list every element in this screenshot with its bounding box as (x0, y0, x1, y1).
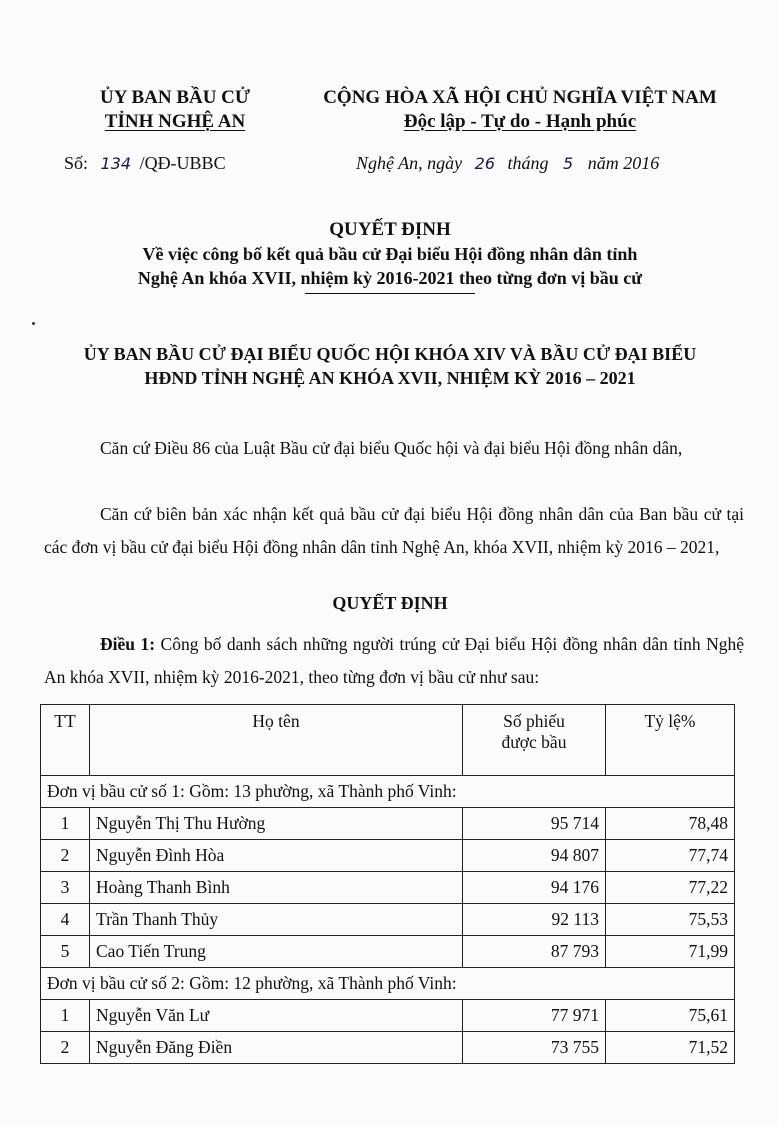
article-1-text: Công bố danh sách những người trúng cử Đại biểu Hội đồng nhân dân tỉnh Nghệ An khóa XVII, nhiệm kỳ 2016-2021, theo từng đơn vị bầu cử như sau: (44, 634, 745, 687)
table-row (41, 904, 735, 936)
group-title: Đơn vị bầu cử số 1: Gồm: 13 phường, xã Thành phố Vinh: (41, 776, 735, 808)
handwritten-number: 134 (100, 154, 132, 173)
cell-votes: 77 971 (463, 1000, 606, 1032)
scan-speck (32, 322, 35, 325)
title-line1: Về việc công bố kết quả bầu cử Đại biểu Hội đồng nhân dân tỉnh (142, 244, 638, 264)
decision-title (40, 218, 740, 294)
committee-line2: HĐND TỈNH NGHỆ AN KHÓA XVII, NHIỆM KỲ 2016 – 2021 (144, 368, 636, 388)
group-title: Đơn vị bầu cử số 2: Gồm: 12 phường, xã Thành phố Vinh: (41, 968, 735, 1000)
cell-name: Nguyễn Đăng Điền (90, 1032, 463, 1064)
table-row (41, 1032, 735, 1064)
committee-line1: ỦY BAN BẦU CỬ ĐẠI BIỂU QUỐC HỘI KHÓA XIV VÀ BẦU CỬ ĐẠI BIỂU (83, 344, 697, 364)
header-votes: Số phiếu được bầu (463, 705, 606, 776)
cell-tt: 1 (41, 1000, 90, 1032)
header-name: Họ tên (90, 705, 463, 776)
cell-tt: 2 (41, 840, 90, 872)
table-row (41, 808, 735, 840)
table-header-row (41, 705, 735, 776)
table-row (41, 840, 735, 872)
cell-votes: 95 714 (463, 808, 606, 840)
cell-tt: 4 (41, 904, 90, 936)
cell-tt: 1 (41, 808, 90, 840)
cell-pct: 71,99 (606, 936, 735, 968)
national-motto (295, 86, 745, 134)
cell-votes: 92 113 (463, 904, 606, 936)
title-heading: QUYẾT ĐỊNH (329, 219, 451, 240)
header-pct: Tỷ lệ% (606, 705, 735, 776)
cell-name: Trần Thanh Thủy (90, 904, 463, 936)
cell-votes: 73 755 (463, 1032, 606, 1064)
cell-tt: 3 (41, 872, 90, 904)
cell-votes: 87 793 (463, 936, 606, 968)
table-row (41, 872, 735, 904)
table-row (41, 936, 735, 968)
cell-tt: 2 (41, 1032, 90, 1064)
results-table (40, 704, 735, 1064)
cell-pct: 77,22 (606, 872, 735, 904)
title-underline (305, 293, 475, 294)
cell-votes: 94 176 (463, 872, 606, 904)
legal-basis-1: Căn cứ Điều 86 của Luật Bầu cử đại biểu Quốc hội và đại biểu Hội đồng nhân dân, (100, 438, 683, 458)
handwritten-month: 5 (563, 154, 574, 173)
cell-tt: 5 (41, 936, 90, 968)
cell-votes: 94 807 (463, 840, 606, 872)
cell-pct: 75,53 (606, 904, 735, 936)
cell-name: Hoàng Thanh Bình (90, 872, 463, 904)
handwritten-day: 26 (474, 154, 496, 173)
cell-pct: 77,74 (606, 840, 735, 872)
document-date: Nghệ An, ngày 26 tháng 5 năm 2016 (356, 153, 660, 173)
nation-name: CỘNG HÒA XÃ HỘI CHỦ NGHĨA VIỆT NAM (323, 87, 717, 108)
issuing-authority (55, 86, 295, 134)
cell-name: Nguyễn Thị Thu Hường (90, 808, 463, 840)
issuing-authority-line1: ỦY BAN BẦU CỬ (99, 87, 251, 108)
group-row (41, 968, 735, 1000)
decide-heading: QUYẾT ĐỊNH (332, 593, 448, 613)
header-tt: TT (41, 705, 90, 776)
cell-pct: 78,48 (606, 808, 735, 840)
cell-name: Nguyễn Đình Hòa (90, 840, 463, 872)
legal-basis-2: Căn cứ biên bản xác nhận kết quả bầu cử đại biểu Hội đồng nhân dân của Ban bầu cử tại các đơn vị bầu cử đại biểu Hội đồng nhân dân tỉnh Nghệ An, khóa XVII, nhiệm kỳ 2016 – 2021, (44, 504, 744, 557)
title-line2: Nghệ An khóa XVII, nhiệm kỳ 2016-2021 theo từng đơn vị bầu cử (137, 268, 643, 288)
cell-pct: 75,61 (606, 1000, 735, 1032)
article-1-label: Điều 1: (100, 634, 156, 654)
cell-name: Nguyễn Văn Lư (90, 1000, 463, 1032)
motto: Độc lập - Tự do - Hạnh phúc (403, 111, 637, 132)
article-1 (44, 628, 744, 694)
document-number: Số: 134 /QĐ-UBBC (64, 153, 226, 173)
group-row (41, 776, 735, 808)
table-row (41, 1000, 735, 1032)
cell-pct: 71,52 (606, 1032, 735, 1064)
committee-name (40, 342, 740, 390)
cell-name: Cao Tiến Trung (90, 936, 463, 968)
issuing-authority-line2: TỈNH NGHỆ AN (104, 111, 246, 132)
